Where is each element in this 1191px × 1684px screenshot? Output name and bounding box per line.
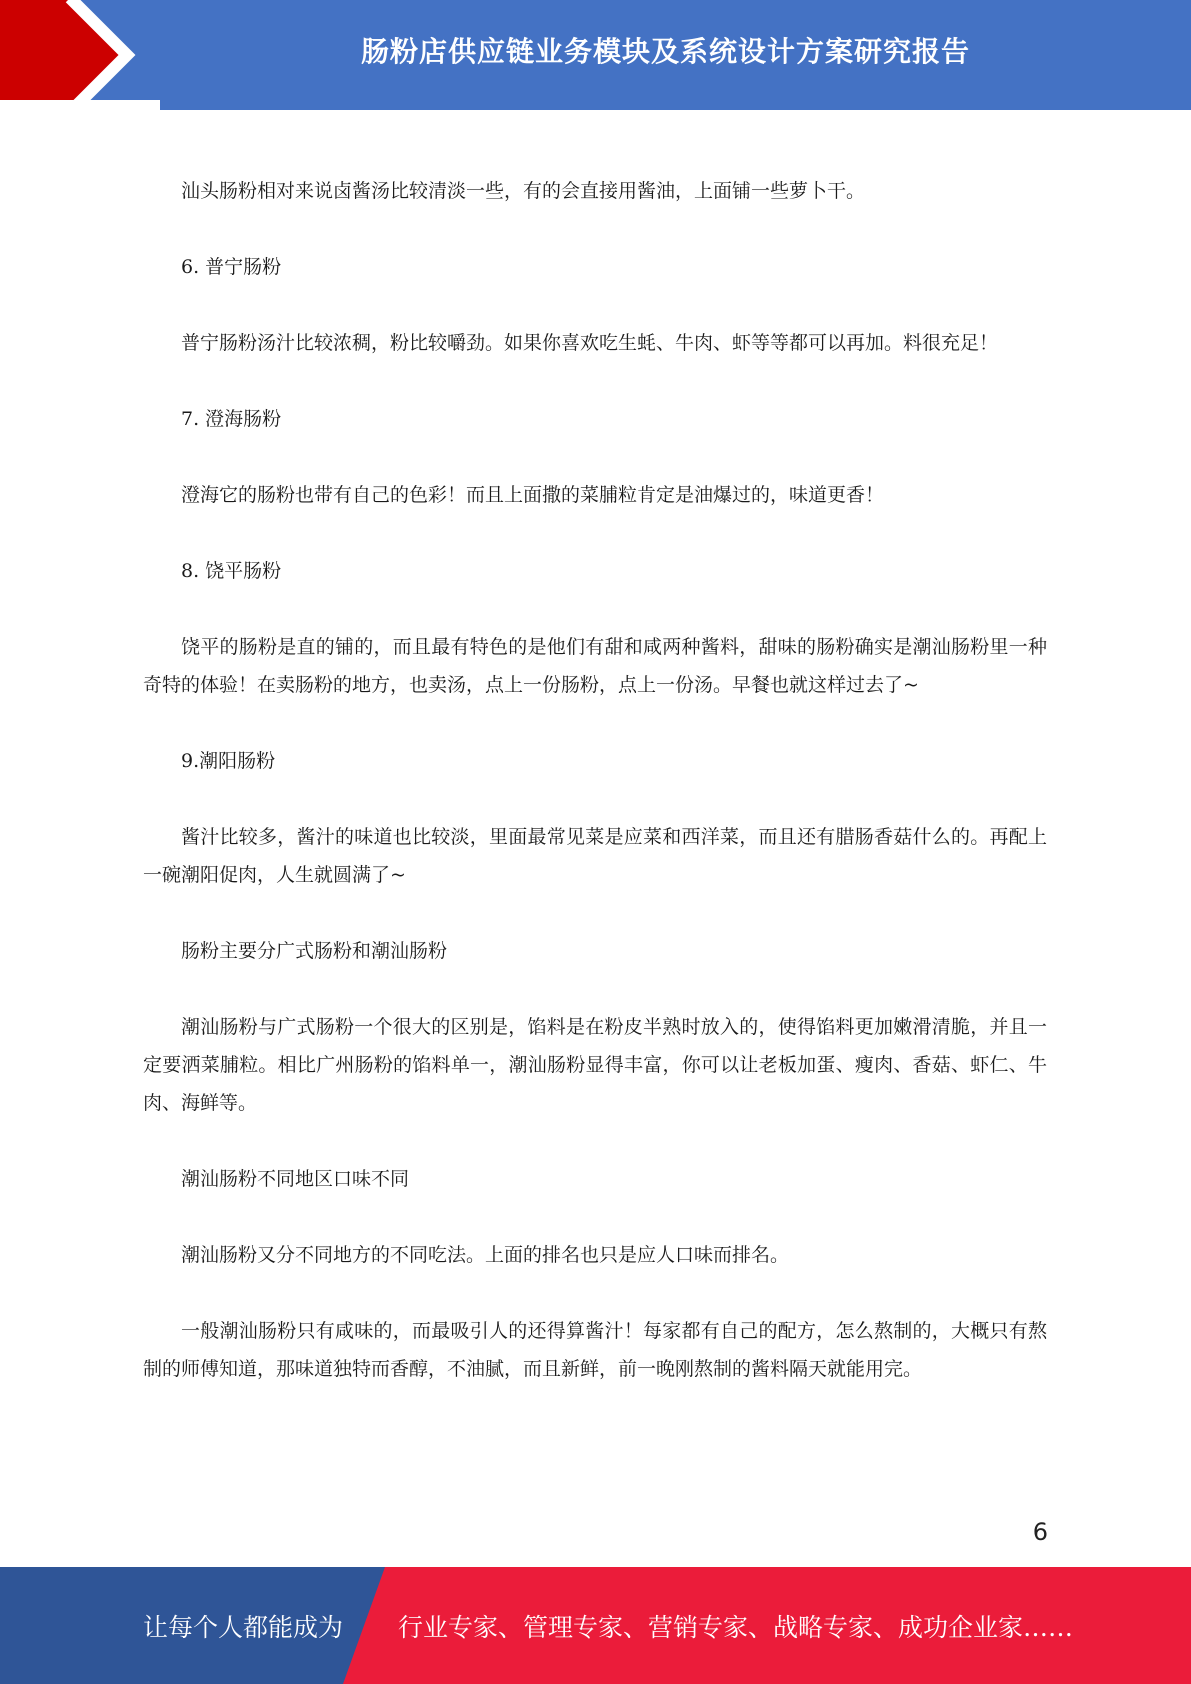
page-number: 6 xyxy=(1032,1518,1048,1546)
paragraph: 酱汁比较多，酱汁的味道也比较淡，里面最常见菜是应菜和西洋菜，而且还有腊肠香菇什么的。再配上一碗潮阳促肉，人生就圆满了~ xyxy=(143,826,1047,886)
document-body xyxy=(143,172,1047,1426)
paragraph: 澄海它的肠粉也带有自己的色彩！而且上面撒的菜脯粒肯定是油爆过的，味道更香！ xyxy=(181,484,885,506)
paragraph: 汕头肠粉相对来说卤酱汤比较清淡一些，有的会直接用酱油，上面铺一些萝卜干。 xyxy=(181,180,866,202)
footer-slogan-left: 让每个人都能成为 xyxy=(143,1612,344,1642)
section-heading: 潮汕肠粉不同地区口味不同 xyxy=(181,1168,410,1190)
section-heading: 9.潮阳肠粉 xyxy=(181,750,276,772)
document-title: 肠粉店供应链业务模块及系统设计方案研究报告 xyxy=(360,35,970,68)
section-heading: 7. 澄海肠粉 xyxy=(181,408,282,430)
paragraph: 普宁肠粉汤汁比较浓稠，粉比较嚼劲。如果你喜欢吃生蚝、牛肉、虾等等都可以再加。料很充足！ xyxy=(181,332,999,354)
header-banner xyxy=(0,0,1191,110)
footer-banner xyxy=(0,1567,1191,1684)
section-heading: 8. 饶平肠粉 xyxy=(181,560,282,582)
paragraph: 潮汕肠粉与广式肠粉一个很大的区别是，馅料是在粉皮半熟时放入的，使得馅料更加嫩滑清脆，并且一定要洒菜脯粒。相比广州肠粉的馅料单一，潮汕肠粉显得丰富，你可以让老板加蛋、瘦肉、香菇、虾仁、牛肉、海鲜等。 xyxy=(143,1016,1047,1114)
paragraph: 潮汕肠粉又分不同地方的不同吃法。上面的排名也只是应人口味而排名。 xyxy=(181,1244,790,1266)
paragraph: 饶平的肠粉是直的铺的，而且最有特色的是他们有甜和咸两种酱料，甜味的肠粉确实是潮汕肠粉里一种奇特的体验！在卖肠粉的地方，也卖汤，点上一份肠粉，点上一份汤。早餐也就这样过去了~ xyxy=(143,636,1047,696)
header-chevron-icon xyxy=(0,0,160,110)
section-heading: 肠粉主要分广式肠粉和潮汕肠粉 xyxy=(181,940,448,962)
footer-slogan-right: 行业专家、管理专家、营销专家、战略专家、成功企业家…… xyxy=(398,1612,1074,1642)
section-heading: 6. 普宁肠粉 xyxy=(181,256,282,278)
paragraph: 一般潮汕肠粉只有咸味的，而最吸引人的还得算酱汁！每家都有自己的配方，怎么熬制的，大概只有熬制的师傅知道，那味道独特而香醇，不油腻，而且新鲜，前一晚刚熬制的酱料隔天就能用完。 xyxy=(143,1320,1047,1380)
